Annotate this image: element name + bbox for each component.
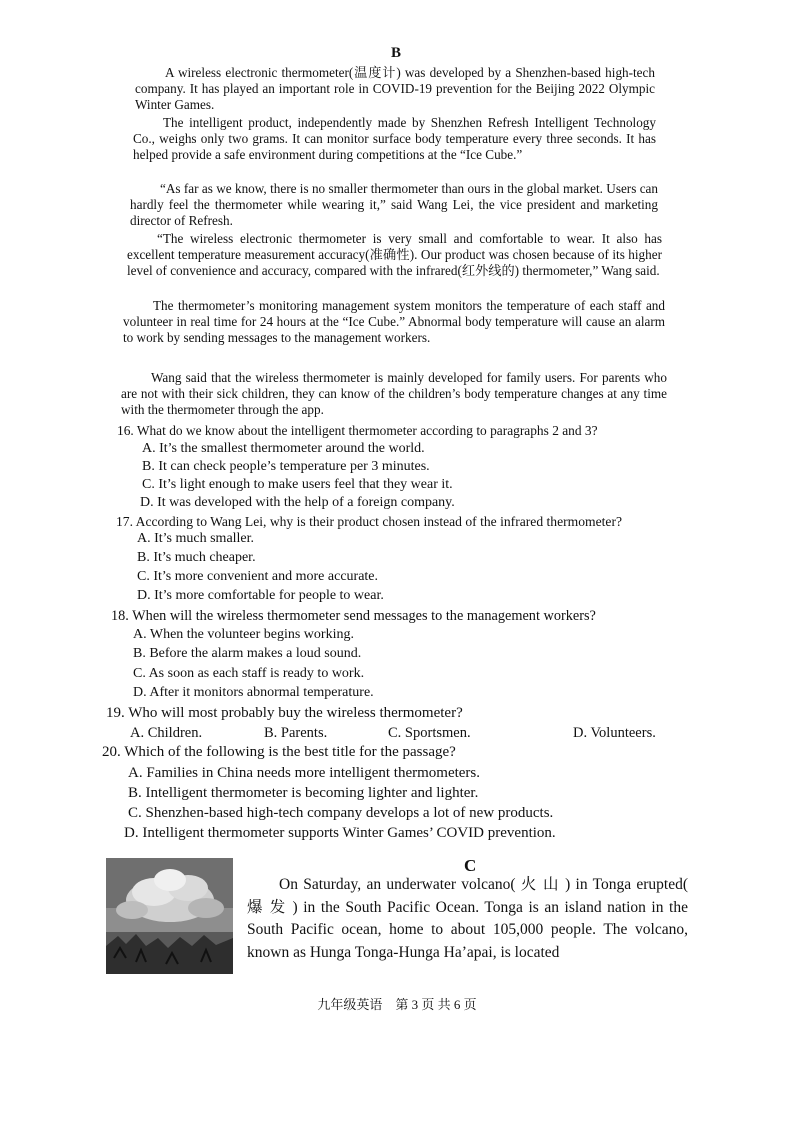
q19-option-a[interactable]: A. Children.	[130, 725, 203, 741]
q19-option-c[interactable]: C. Sportsmen.	[388, 725, 471, 741]
question-16: 16. What do we know about the intelligent thermometer according to paragraphs 2 and 3?	[117, 423, 598, 438]
section-b-label: B	[391, 45, 402, 61]
c-paragraph-1: On Saturday, an underwater volcano( 火 山 ) in Tonga erupted( 爆 发 ) in the South Pacific Ocean. Tonga is an island nation in the South Pacific ocean, home to about 105,000 people. The volcano, known as Hunga Tonga-Hunga Ha’apai, is located	[247, 876, 688, 961]
q18-option-a[interactable]: A. When the volunteer begins working.	[133, 627, 354, 642]
b-paragraph-5: The thermometer’s monitoring management system monitors the temperature of each staff and volunteer in real time for 24 hours at the “Ice Cube.” Abnormal body temperature will cause an alarm to work by sending messages to the management workers.	[123, 298, 665, 346]
q18-option-d[interactable]: D. After it monitors abnormal temperature.	[133, 685, 374, 700]
section-c-label: C	[464, 856, 477, 875]
b-paragraph-6: Wang said that the wireless thermometer is mainly developed for family users. For parents who are not with their sick children, they can know of the children’s body temperature changes at any time with the thermometer through the app.	[121, 370, 667, 418]
q16-option-c[interactable]: C. It’s light enough to make users feel that they wear it.	[142, 477, 453, 492]
question-19: 19. Who will most probably buy the wireless thermometer?	[106, 705, 463, 721]
b-paragraph-4: “The wireless electronic thermometer is very small and comfortable to wear. It also has excellent temperature measurement accuracy(准确性). Our product was chosen because of its higher level of convenience and accuracy, compared with the infrared(红外线的) thermometer,” Wang said.	[127, 231, 662, 279]
question-20: 20. Which of the following is the best title for the passage?	[102, 744, 456, 760]
q20-option-c[interactable]: C. Shenzhen-based high-tech company develops a lot of new products.	[128, 805, 554, 821]
q16-option-d[interactable]: D. It was developed with the help of a foreign company.	[140, 495, 455, 510]
q18-option-b[interactable]: B. Before the alarm makes a loud sound.	[133, 646, 362, 661]
q17-option-a[interactable]: A. It’s much smaller.	[137, 531, 255, 546]
b-paragraph-2: The intelligent product, independently made by Shenzhen Refresh Intelligent Technology Co., weighs only two grams. It can monitor surface body temperature every three seconds. It has helped provide a safe environment during competitions at the “Ice Cube.”	[133, 115, 656, 163]
page-footer: 九年级英语 第 3 页 共 6 页	[317, 997, 477, 1012]
question-17: 17. According to Wang Lei, why is their product chosen instead of the infrared thermometer?	[116, 514, 623, 529]
q20-option-b[interactable]: B. Intelligent thermometer is becoming lighter and lighter.	[128, 785, 479, 801]
q18-option-c[interactable]: C. As soon as each staff is ready to work.	[133, 666, 365, 681]
question-18: 18. When will the wireless thermometer send messages to the management workers?	[111, 608, 596, 624]
q17-option-c[interactable]: C. It’s more convenient and more accurate.	[137, 569, 379, 584]
volcano-photo-icon	[106, 858, 233, 974]
q20-option-d[interactable]: D. Intelligent thermometer supports Winter Games’ COVID prevention.	[124, 825, 556, 841]
q20-option-a[interactable]: A. Families in China needs more intelligent thermometers.	[128, 765, 481, 781]
q17-option-b[interactable]: B. It’s much cheaper.	[137, 550, 256, 565]
q17-option-d[interactable]: D. It’s more comfortable for people to wear.	[137, 588, 384, 603]
q19-option-d[interactable]: D. Volunteers.	[573, 725, 656, 741]
b-paragraph-3: “As far as we know, there is no smaller thermometer than ours in the global market. Users can hardly feel the thermometer while wearing it,” said Wang Lei, the vice president and marketing director of Refresh.	[130, 181, 658, 229]
q16-option-b[interactable]: B. It can check people’s temperature per 3 minutes.	[142, 459, 430, 474]
q19-option-b[interactable]: B. Parents.	[264, 725, 328, 741]
b-paragraph-1: A wireless electronic thermometer(温度计) was developed by a Shenzhen-based high-tech company. It has played an important role in COVID-19 prevention for the Beijing 2022 Olympic Winter Games.	[135, 65, 655, 113]
q16-option-a[interactable]: A. It’s the smallest thermometer around the world.	[142, 441, 425, 456]
volcano-eruption-photo	[106, 858, 233, 974]
